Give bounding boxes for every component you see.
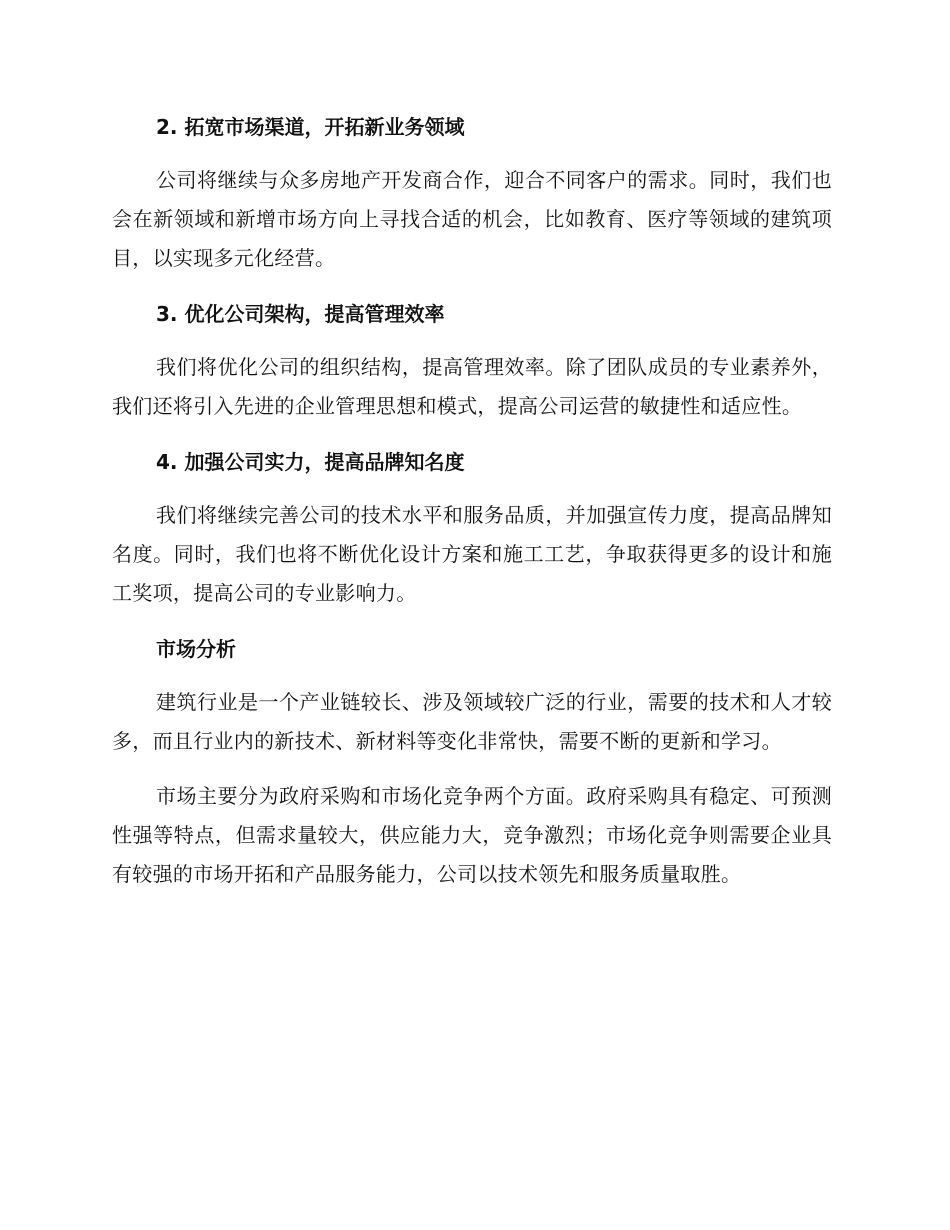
- section-paragraph: 建筑行业是一个产业链较长、涉及领域较广泛的行业，需要的技术和人才较多，而且行业内的新技术、新材料等变化非常快，需要不断的更新和学习。: [112, 690, 832, 753]
- section-heading: 3. 优化公司架构，提高管理效率: [156, 302, 445, 326]
- section-heading: 市场分析: [156, 637, 236, 661]
- section-paragraph: 公司将继续与众多房地产开发商合作，迎合不同客户的需求。同时，我们也会在新领域和新增市场方向上寻找合适的机会，比如教育、医疗等领域的建筑项目，以实现多元化经营。: [112, 168, 832, 270]
- section-paragraph: 我们将继续完善公司的技术水平和服务品质，并加强宣传力度，提高品牌知名度。同时，我们也将不断优化设计方案和施工工艺，争取获得更多的设计和施工奖项，提高公司的专业影响力。: [112, 503, 832, 605]
- section-heading: 4. 加强公司实力，提高品牌知名度: [156, 450, 465, 474]
- section-paragraph: 市场主要分为政府采购和市场化竞争两个方面。政府采购具有稳定、可预测性强等特点，但需求量较大，供应能力大，竞争激烈；市场化竞争则需要企业具有较强的市场开拓和产品服务能力，公司以技术领先和服务质量取胜。: [112, 784, 832, 886]
- section-heading: 2. 拓宽市场渠道，开拓新业务领域: [156, 115, 465, 139]
- document-body: [112, 107, 832, 910]
- section-paragraph: 我们将优化公司的组织结构，提高管理效率。除了团队成员的专业素养外，我们还将引入先进的企业管理思想和模式，提高公司运营的敏捷性和适应性。: [112, 355, 832, 418]
